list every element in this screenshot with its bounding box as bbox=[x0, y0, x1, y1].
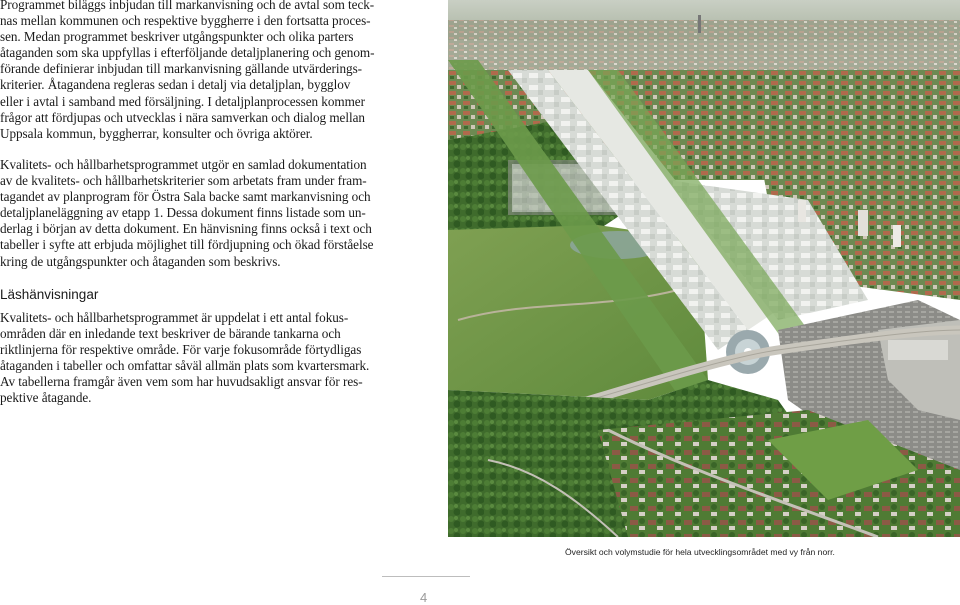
text-line: derlag i början av detta dokument. En hänvisning finns också i text och bbox=[0, 221, 372, 237]
text-line: tagandet av planprogram för Östra Sala backe samt markanvisning och bbox=[0, 189, 371, 205]
text-line: detaljplaneläggning av etapp 1. Dessa dokument finns listade som un- bbox=[0, 205, 366, 221]
text-line: av de kvalitets- och hållbarhetskriterier som arbetats fram under fram- bbox=[0, 173, 367, 189]
documentation-paragraph bbox=[0, 157, 408, 270]
text-line: pektive åtagande. bbox=[0, 390, 92, 406]
section-heading: Läshänvisningar bbox=[0, 287, 99, 302]
text-line: Kvalitets- och hållbarhetsprogrammet är uppdelat i ett antal fokus- bbox=[0, 310, 349, 325]
reading-guide-paragraph bbox=[0, 310, 408, 407]
text-line: Programmet biläggs inbjudan till markanvisning och de avtal som teck- bbox=[0, 0, 375, 12]
page-number: 4 bbox=[420, 590, 428, 605]
photo-caption: Översikt och volymstudie för hela utvecklingsområdet med vy från norr. bbox=[565, 547, 835, 557]
text-line: nas mellan kommunen och respektive byggherre i den fortsatta proces- bbox=[0, 13, 371, 29]
text-line: sen. Medan programmet beskriver utgångspunkter och olika parters bbox=[0, 29, 354, 45]
text-line: tabeller i syfte att erbjuda möjlighet till fördjupning och ökad förståelse bbox=[0, 237, 374, 253]
aerial-photo bbox=[448, 0, 960, 537]
text-line: Uppsala kommun, byggherrar, konsulter och övriga aktörer. bbox=[0, 125, 313, 141]
text-line: åtaganden i tabeller och omfattar såväl allmän plats som kvartersmark. bbox=[0, 358, 370, 374]
footer-divider bbox=[382, 576, 470, 577]
text-line: Av tabellerna framgår även vem som har huvudsakligt ansvar för res- bbox=[0, 374, 363, 390]
text-line: riktlinjerna för respektive område. För varje fokusområde förtydligas bbox=[0, 342, 362, 358]
text-line: förande definierar inbjudan till markanvisning gällande utvärderings- bbox=[0, 61, 363, 77]
text-line: eller i avtal i samband med försäljning. I detaljplanprocessen kommer bbox=[0, 93, 365, 109]
text-line: kring de utgångspunkter och åtaganden som beskrivs. bbox=[0, 253, 281, 269]
text-line: kriterier. Åtagandena regleras sedan i detalj via detaljplan, bygglov bbox=[0, 77, 351, 93]
text-line: Kvalitets- och hållbarhetsprogrammet utgör en samlad dokumentation bbox=[0, 157, 367, 172]
text-line: åtaganden som ska uppfyllas i efterföljande detaljplanering och genom- bbox=[0, 45, 375, 61]
text-line: områden där en inledande text beskriver de bärande tankarna och bbox=[0, 326, 341, 342]
text-line: frågor att fördjupas och utvecklas i nära samverkan och dialog mellan bbox=[0, 109, 365, 125]
intro-paragraph bbox=[0, 0, 408, 142]
